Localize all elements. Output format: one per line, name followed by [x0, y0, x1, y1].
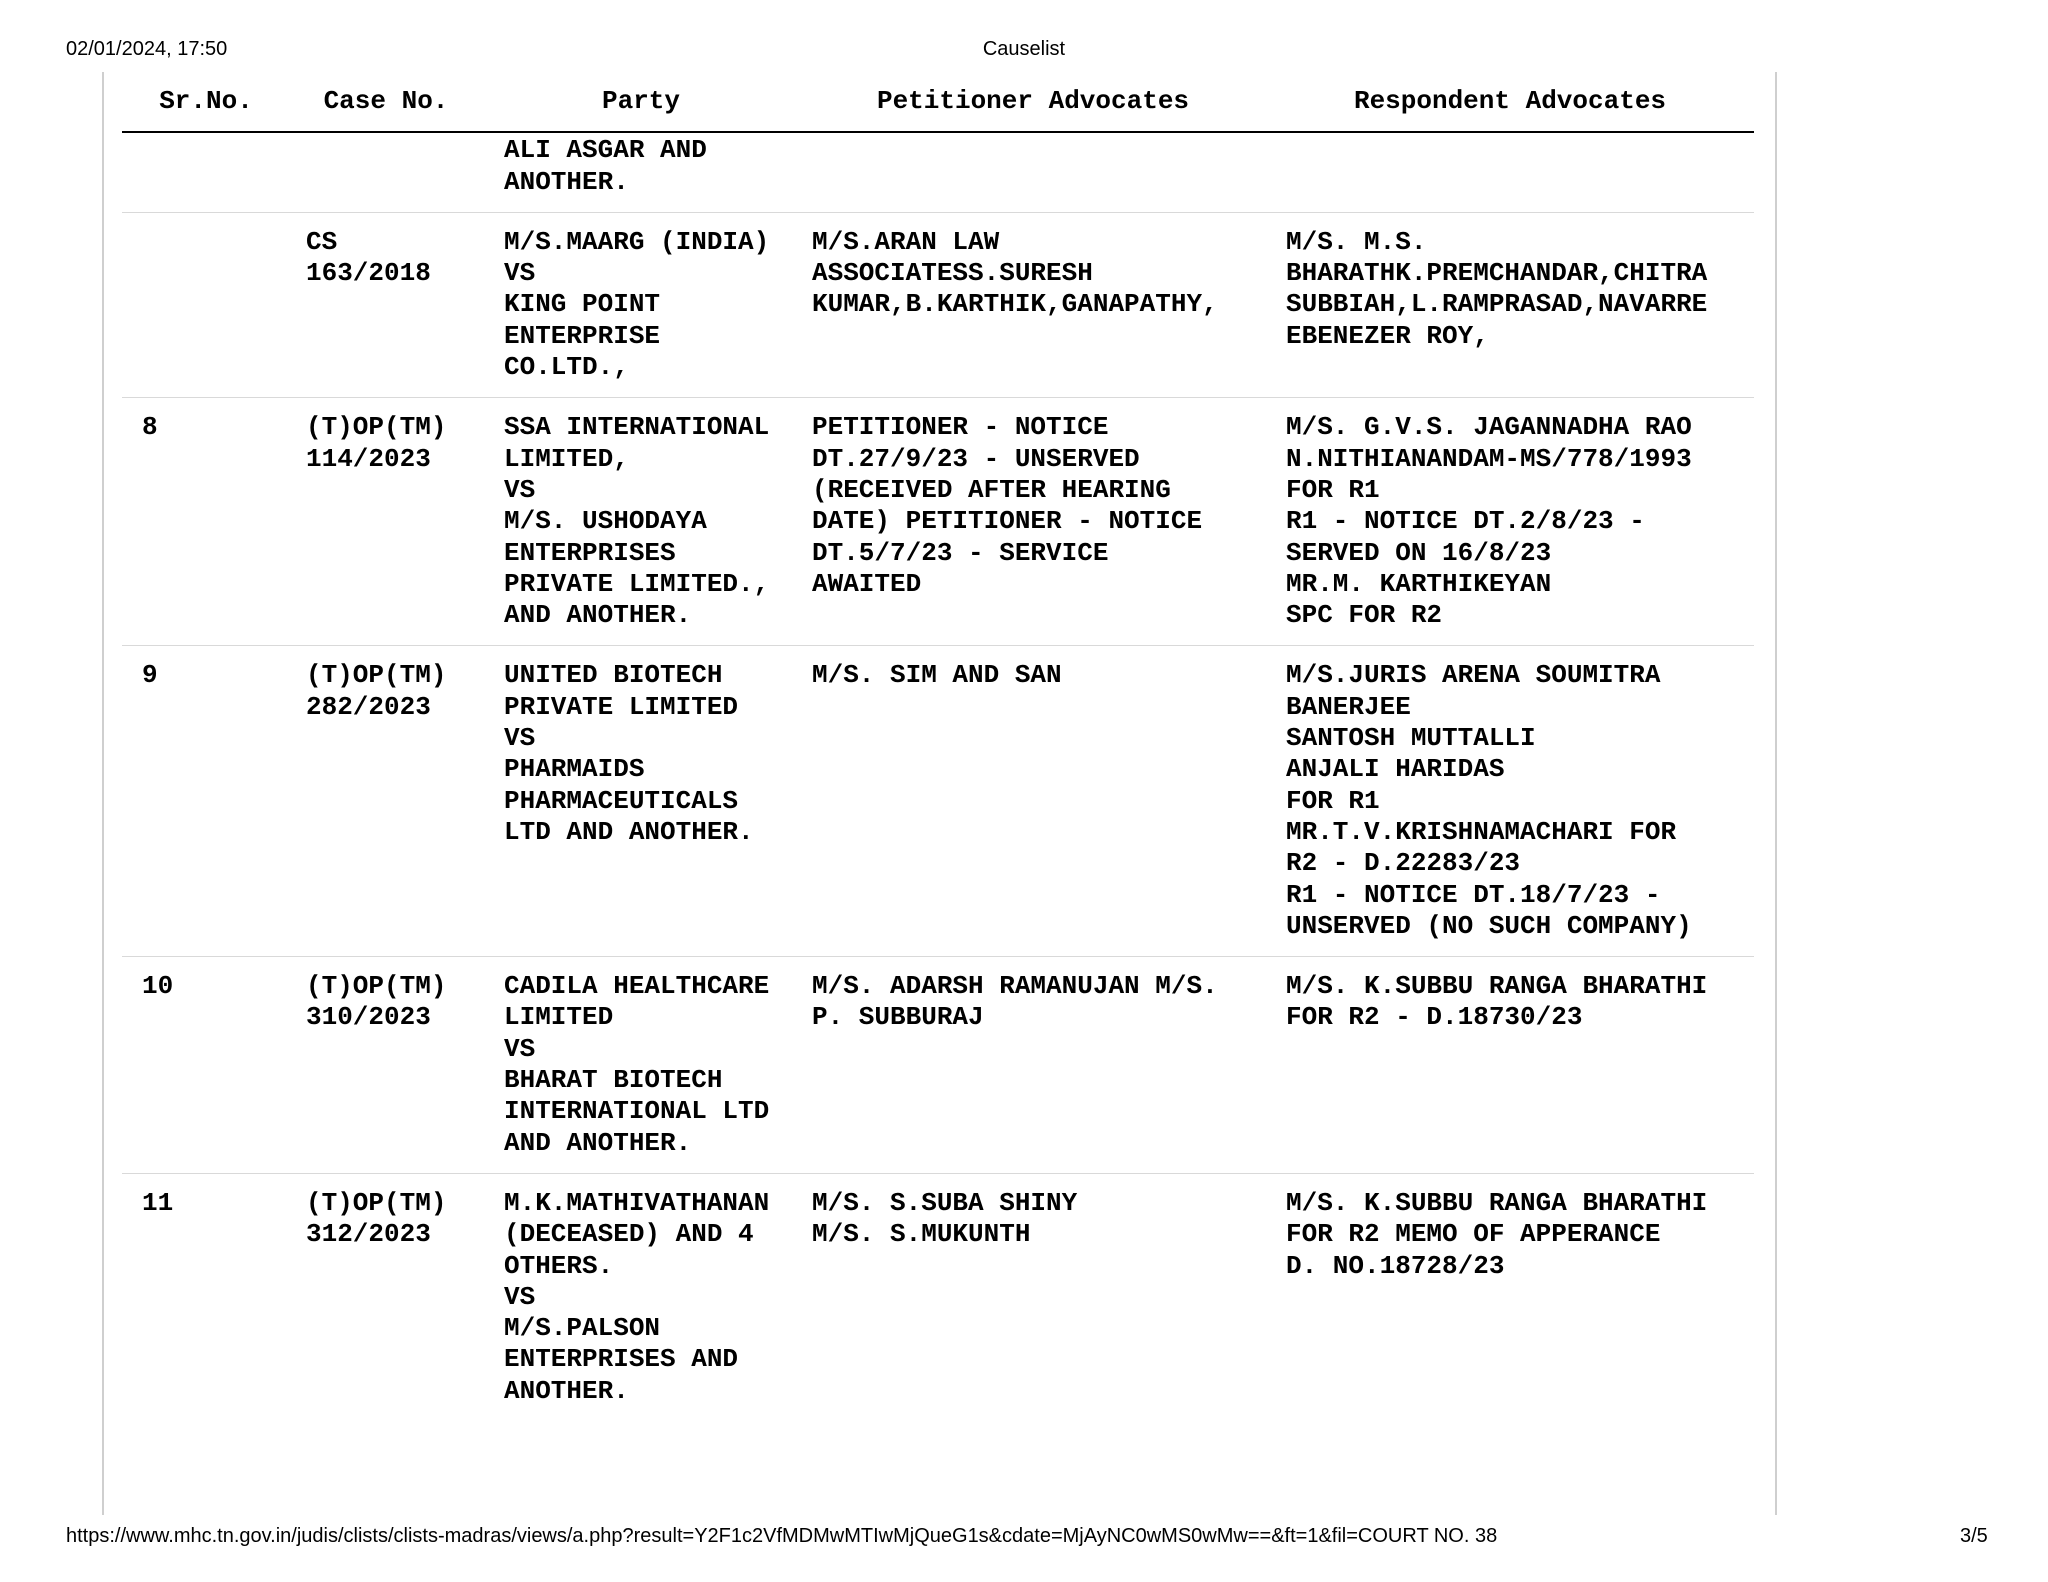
- cell-petitioner-advocates: M/S. S.SUBA SHINY M/S. S.MUKUNTH: [812, 1187, 1078, 1250]
- cell-case-no: [290, 132, 482, 212]
- cell-case-no: (T)OP(TM) 310/2023: [290, 957, 482, 1174]
- cell-case-no: CS 163/2018: [290, 212, 482, 397]
- print-datetime: 02/01/2024, 17:50: [66, 38, 228, 60]
- cell-respondent-advocates: M/S. K.SUBBU RANGA BHARATHI FOR R2 - D.18730/23: [1266, 957, 1754, 1174]
- cell-respondent-advocates: M/S. M.S. BHARATHK.PREMCHANDAR,CHITRA SUBBIAH,L.RAMPRASAD,NAVARRE EBENEZER ROY,: [1266, 212, 1754, 397]
- cell-sr-no: 10: [122, 957, 290, 1174]
- causelist-table: [122, 78, 1754, 1421]
- header-case-no: Case No.: [290, 78, 482, 132]
- cell-case-no: (T)OP(TM) 312/2023: [306, 1187, 447, 1250]
- table-row: [122, 398, 1754, 646]
- cell-party: UNITED BIOTECH PRIVATE LIMITED VS PHARMAIDS PHARMACEUTICALS LTD AND ANOTHER.: [482, 646, 800, 957]
- cell-respondent-advocates: M/S. G.V.S. JAGANNADHA RAO N.NITHIANANDAM-MS/778/1993 FOR R1 R1 - NOTICE DT.2/8/23 - SERVED ON 16/8/23 MR.M. KARTHIKEYAN SPC FOR R2: [1266, 398, 1754, 646]
- page-number: 3/5: [1960, 1525, 1988, 1547]
- header-respondent-advocates: Respondent Advocates: [1266, 78, 1754, 132]
- cell-party: ALI ASGAR AND ANOTHER.: [482, 132, 800, 212]
- table-row: [122, 646, 1754, 957]
- table-row: [122, 1173, 1754, 1421]
- cell-party: M.K.MATHIVATHANAN (DECEASED) AND 4 OTHERS. VS M/S.PALSON ENTERPRISES AND ANOTHER.: [504, 1187, 770, 1406]
- cell-sr-no: [122, 132, 290, 212]
- cell-petitioner-advocates: PETITIONER - NOTICE DT.27/9/23 - UNSERVED (RECEIVED AFTER HEARING DATE) PETITIONER - NOTICE DT.5/7/23 - SERVICE AWAITED: [800, 398, 1266, 646]
- cell-petitioner-advocates: [800, 132, 1266, 212]
- cell-petitioner-advocates: M/S.ARAN LAW ASSOCIATESS.SURESH KUMAR,B.KARTHIK,GANAPATHY,: [800, 212, 1266, 397]
- cell-petitioner-advocates: M/S. ADARSH RAMANUJAN M/S. P. SUBBURAJ: [800, 957, 1266, 1174]
- cell-sr-no: [122, 212, 290, 397]
- cell-sr-no: 8: [122, 398, 290, 646]
- cell-petitioner-advocates: M/S. SIM AND SAN: [800, 646, 1266, 957]
- cell-party: CADILA HEALTHCARE LIMITED VS BHARAT BIOTECH INTERNATIONAL LTD AND ANOTHER.: [482, 957, 800, 1174]
- cell-respondent-advocates: M/S.JURIS ARENA SOUMITRA BANERJEE SANTOSH MUTTALLI ANJALI HARIDAS FOR R1 MR.T.V.KRISHNAMACHARI FOR R2 - D.22283/23 R1 - NOTICE DT.18/7/23 - UNSERVED (NO SUCH COMPANY): [1266, 646, 1754, 957]
- content-frame-right-border: [1775, 72, 1777, 1515]
- cell-respondent-advocates: [1266, 132, 1754, 212]
- table-row: [122, 132, 1754, 212]
- content-frame-left-border: [102, 72, 104, 1515]
- page-title: Causelist: [982, 38, 1066, 60]
- cell-respondent-advocates: M/S. K.SUBBU RANGA BHARATHI FOR R2 MEMO OF APPERANCE D. NO.18728/23: [1286, 1187, 1708, 1281]
- header-petitioner-advocates: Petitioner Advocates: [800, 78, 1266, 132]
- cell-party: SSA INTERNATIONAL LIMITED, VS M/S. USHODAYA ENTERPRISES PRIVATE LIMITED., AND ANOTHER.: [482, 398, 800, 646]
- cell-case-no: (T)OP(TM) 114/2023: [290, 398, 482, 646]
- table-header-row: [122, 78, 1754, 132]
- cell-sr-no: 11: [142, 1187, 174, 1218]
- page-url: https://www.mhc.tn.gov.in/judis/clists/clists-madras/views/a.php?result=Y2F1c2VfMDMwMTIwMjQueG1s&cdate=MjAyNC0wMS0wMw==&ft=1&fil=COURT NO. 38: [66, 1525, 1498, 1547]
- table-row: [122, 957, 1754, 1174]
- cell-case-no: (T)OP(TM) 282/2023: [290, 646, 482, 957]
- header-sr-no: Sr.No.: [122, 78, 290, 132]
- cell-party: M/S.MAARG (INDIA) VS KING POINT ENTERPRISE CO.LTD.,: [482, 212, 800, 397]
- header-party: Party: [482, 78, 800, 132]
- cell-sr-no: 9: [122, 646, 290, 957]
- table-row: [122, 212, 1754, 397]
